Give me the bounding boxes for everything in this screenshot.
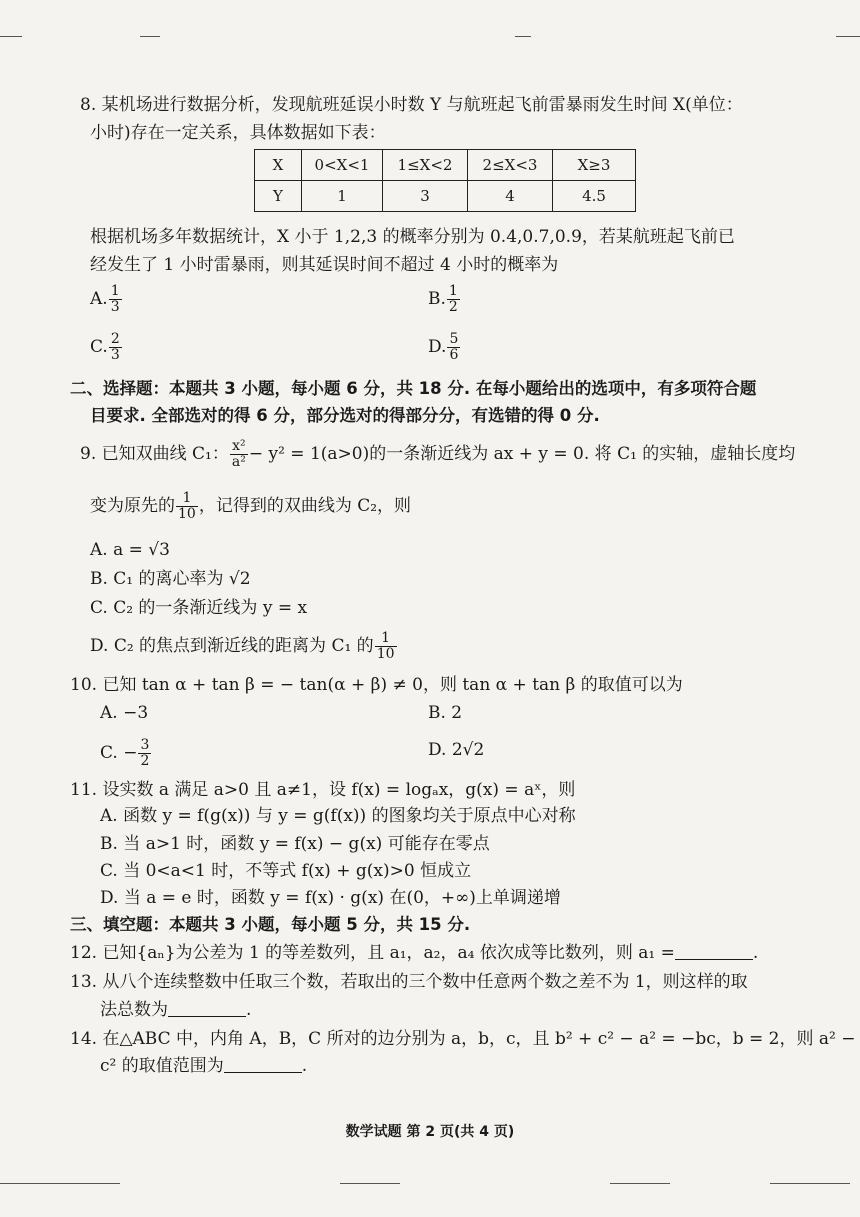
q9-line2-suffix: ，记得到的双曲线为 C₂，则 <box>198 496 412 516</box>
q14-text: c² 的取值范围为 <box>100 1056 224 1076</box>
q13-text: 法总数为 <box>100 1000 168 1020</box>
section2-heading-line2: 目要求. 全部选对的得 6 分，部分选对的得部分分，有选错的得 0 分. <box>90 406 600 425</box>
table-cell: 2≤X<3 <box>468 150 553 181</box>
table-cell: 0<X<1 <box>302 150 383 181</box>
numerator: x² <box>230 439 248 455</box>
section2-heading-line1: 二、选择题：本题共 3 小题，每小题 6 分，共 18 分. 在每小题给出的选项中，有多项符合题 <box>70 379 757 398</box>
table-cell: Y <box>255 181 302 212</box>
q9-prefix: 9. 已知双曲线 C₁： <box>80 444 229 464</box>
q9-option-d <box>90 631 398 662</box>
q9-suffix: − y² = 1(a>0)的一条渐近线为 ax + y = 0. 将 C₁ 的实轴，虚轴长度均 <box>248 444 796 464</box>
q8-stem-line3: 根据机场多年数据统计，X 小于 1,2,3 的概率分别为 0.4,0.7,0.9，若某航班起飞前已 <box>90 227 735 247</box>
fraction <box>230 439 248 470</box>
q13-stem-line1: 13. 从八个连续整数中任取三个数，若取出的三个数中任意两个数之差不为 1，则这样的取 <box>70 972 748 992</box>
q14-stem-line2 <box>100 1054 307 1078</box>
table-row <box>255 181 636 212</box>
q8-option-a <box>90 284 123 315</box>
denominator: 10 <box>178 506 196 522</box>
q8-option-c <box>90 332 123 363</box>
scan-mark <box>770 1183 850 1184</box>
q8-stem-line4: 经发生了 1 小时雷暴雨，则其延误时间不超过 4 小时的概率为 <box>90 255 559 275</box>
denominator: 10 <box>376 646 395 662</box>
q12-answer-blank[interactable] <box>675 941 753 960</box>
page-footer: 数学试题 第 2 页(共 4 页) <box>345 1124 515 1140</box>
table-cell: 4.5 <box>553 181 636 212</box>
table-cell: 4 <box>468 181 553 212</box>
q8-stem-line2: 小时)存在一定关系，具体数据如下表： <box>90 123 386 143</box>
q12-text: 12. 已知{aₙ}为公差为 1 的等差数列，且 a₁，a₂，a₄ 依次成等比数列，则 a₁ = <box>70 943 675 963</box>
scan-mark <box>515 36 531 37</box>
numerator: 3 <box>140 737 150 753</box>
q13-answer-blank[interactable] <box>168 998 246 1017</box>
numerator: 2 <box>110 331 120 347</box>
q9-option-a: A. a = √3 <box>90 540 170 560</box>
section3-heading: 三、填空题：本题共 3 小题，每小题 5 分，共 15 分. <box>70 915 471 934</box>
q13-stem-line2 <box>100 998 251 1022</box>
q12-stem <box>70 941 758 965</box>
q9-stem-line1 <box>80 439 795 470</box>
q8-option-d <box>428 332 461 363</box>
table-cell: 1 <box>302 181 383 212</box>
denominator: 2 <box>140 753 150 769</box>
fraction <box>375 631 397 662</box>
table-cell: X≥3 <box>553 150 636 181</box>
period: . <box>246 1000 252 1020</box>
q10-option-b: B. 2 <box>428 703 463 723</box>
option-label: C. <box>90 337 108 357</box>
table-row <box>255 150 636 181</box>
fraction <box>109 332 122 363</box>
option-label: D. <box>428 337 447 357</box>
option-label: B. <box>428 289 446 309</box>
scan-mark <box>610 1183 670 1184</box>
q10-option-a: A. −3 <box>100 703 149 723</box>
numerator: 1 <box>176 491 198 507</box>
q10-option-c-prefix: C. − <box>100 743 138 763</box>
numerator: 1 <box>448 283 458 299</box>
denominator: 2 <box>448 299 458 315</box>
q10-option-c <box>100 738 152 769</box>
q8-data-table <box>254 149 636 212</box>
q10-option-d: D. 2√2 <box>428 740 485 760</box>
fraction <box>447 284 460 315</box>
period: . <box>752 943 759 963</box>
table-cell: 3 <box>383 181 468 212</box>
numerator: 1 <box>375 631 397 647</box>
q11-option-b: B. 当 a>1 时，函数 y = f(x) − g(x) 可能存在零点 <box>100 834 490 854</box>
denominator: a² <box>231 454 246 470</box>
q14-stem-line1: 14. 在△ABC 中，内角 A，B，C 所对的边分别为 a，b，c，且 b² + c² − a² = −bc，b = 2，则 a² − <box>70 1029 856 1049</box>
fraction <box>447 332 460 363</box>
scan-mark <box>140 36 160 37</box>
q8-option-b <box>428 284 461 315</box>
q11-option-c: C. 当 0<a<1 时，不等式 f(x) + g(x)>0 恒成立 <box>100 861 472 881</box>
q11-stem: 11. 设实数 a 满足 a>0 且 a≠1，设 f(x) = logₐx，g(x) = aˣ，则 <box>70 780 576 800</box>
period: . <box>301 1056 308 1076</box>
q9-option-d-prefix: D. C₂ 的焦点到渐近线的距离为 C₁ 的 <box>90 636 374 656</box>
q9-option-b: B. C₁ 的离心率为 √2 <box>90 569 251 589</box>
table-cell: 1≤X<2 <box>383 150 468 181</box>
q10-stem: 10. 已知 tan α + tan β = − tan(α + β) ≠ 0，则 tan α + tan β 的取值可以为 <box>70 675 683 695</box>
table-cell: X <box>255 150 302 181</box>
scan-mark <box>0 1183 120 1184</box>
scan-mark <box>836 36 860 37</box>
q8-stem-line1: 8. 某机场进行数据分析，发现航班延误小时数 Y 与航班起飞前雷暴雨发生时间 X(单位： <box>80 95 743 115</box>
scan-mark <box>0 36 22 37</box>
fraction <box>138 738 151 769</box>
q11-option-a: A. 函数 y = f(g(x)) 与 y = g(f(x)) 的图象均关于原点中心对称 <box>100 806 576 826</box>
q9-line2-prefix: 变为原先的 <box>90 496 175 516</box>
q14-answer-blank[interactable] <box>224 1054 302 1073</box>
denominator: 6 <box>449 347 459 363</box>
q9-stem-line2 <box>90 491 411 522</box>
scan-mark <box>340 1183 400 1184</box>
fraction <box>176 491 198 522</box>
numerator: 5 <box>449 331 459 347</box>
fraction <box>109 284 122 315</box>
option-label: A. <box>90 289 108 309</box>
numerator: 1 <box>110 283 120 299</box>
q9-option-c: C. C₂ 的一条渐近线为 y = x <box>90 598 308 618</box>
q11-option-d: D. 当 a = e 时，函数 y = f(x) · g(x) 在(0，+∞)上单调递增 <box>100 888 561 908</box>
denominator: 3 <box>110 347 120 363</box>
denominator: 3 <box>110 299 120 315</box>
